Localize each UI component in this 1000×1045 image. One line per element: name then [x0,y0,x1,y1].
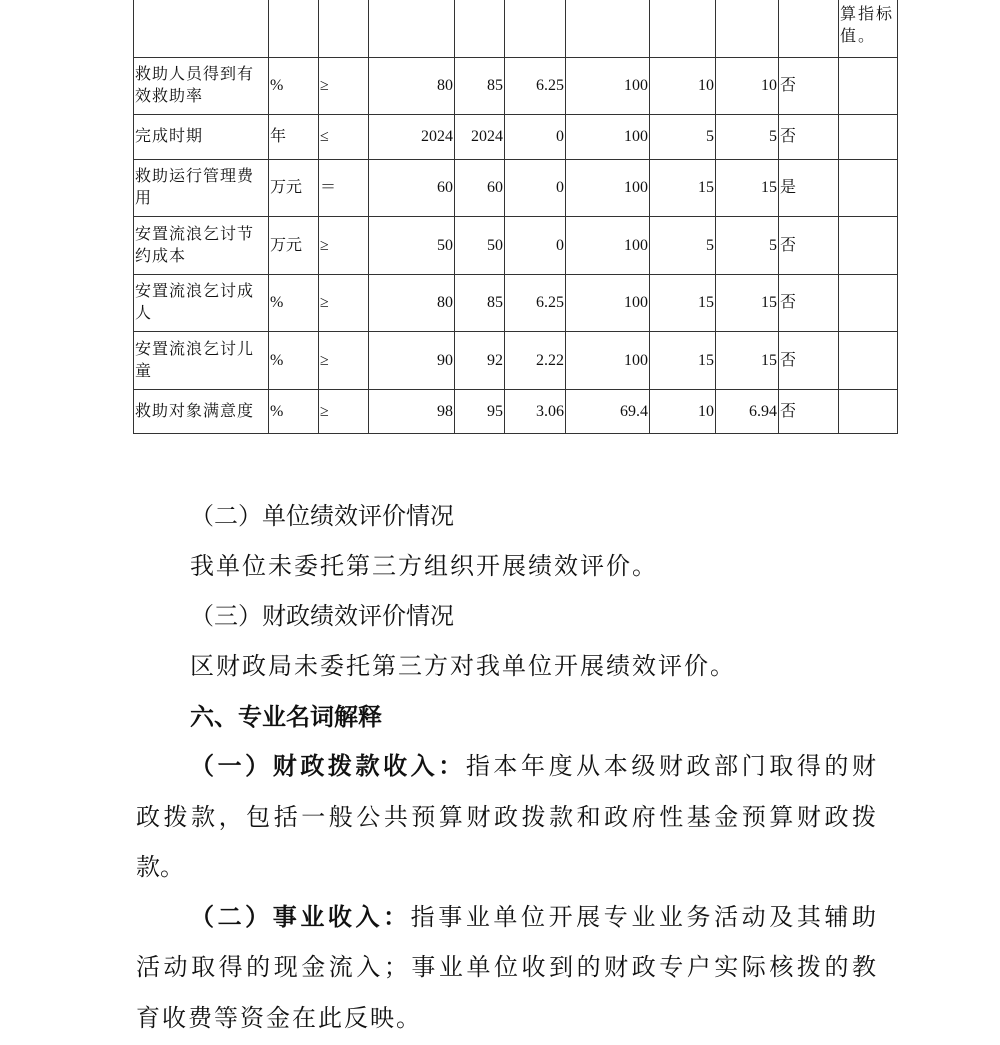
cell-op: ≤ [319,115,369,160]
cell-c8 [839,160,898,217]
cell-c2: 92 [455,332,505,390]
cell-c7: 否 [779,217,839,275]
term1-line2: 政拨款，包括一般公共预算财政拨款和政府性基金预算财政拨 [136,805,876,831]
cell-op: ＝ [319,160,369,217]
cell-c2: 85 [455,58,505,115]
cell-c3: 2.22 [505,332,566,390]
cell-unit: % [269,58,319,115]
cell-c8 [839,390,898,434]
cell-c5: 5 [650,217,716,275]
cell-c3: 6.25 [505,275,566,332]
cell-c5: 15 [650,160,716,217]
cell-c7: 是 [779,160,839,217]
cell-c4: 100 [566,58,650,115]
cell-c1: 2024 [369,115,455,160]
table-row [134,332,898,390]
cell-c2: 2024 [455,115,505,160]
cell-c1: 80 [369,275,455,332]
cell-name: 安置流浪乞讨节约成本 [134,217,269,275]
cell-c6: 6.94 [716,390,779,434]
cell-c8 [839,217,898,275]
cell-c8 [839,115,898,160]
para-unit-evaluation: 我单位未委托第三方组织开展绩效评价。 [190,554,658,580]
cell-c5: 15 [650,332,716,390]
cell-unit: 年 [269,115,319,160]
header-fragment: 算指标值。 [839,0,898,58]
table-row [134,58,898,115]
cell-c7: 否 [779,58,839,115]
cell-c4: 100 [566,332,650,390]
table-header-fragment-row [134,0,898,58]
cell-c8 [839,332,898,390]
cell-name: 完成时期 [134,115,269,160]
term1-label: （一）财政拨款收入： [190,754,466,780]
cell-c3: 6.25 [505,58,566,115]
cell-op: ≥ [319,275,369,332]
cell-c2: 50 [455,217,505,275]
cell-c6: 15 [716,275,779,332]
cell-c1: 80 [369,58,455,115]
heading-unit-evaluation: （二）单位绩效评价情况 [190,504,454,530]
cell-name: 安置流浪乞讨儿童 [134,332,269,390]
cell-c7: 否 [779,390,839,434]
cell-c2: 85 [455,275,505,332]
cell-op: ≥ [319,58,369,115]
cell-op: ≥ [319,217,369,275]
cell-op: ≥ [319,390,369,434]
cell-c8 [839,275,898,332]
cell-unit: % [269,275,319,332]
cell-c4: 100 [566,217,650,275]
cell-c6: 5 [716,115,779,160]
cell-c6: 5 [716,217,779,275]
cell-c4: 100 [566,275,650,332]
cell-c4: 100 [566,160,650,217]
term2-line2: 活动取得的现金流入；事业单位收到的财政专户实际核拨的教 [136,955,876,981]
cell-c1: 60 [369,160,455,217]
cell-unit: % [269,390,319,434]
cell-c1: 50 [369,217,455,275]
term1-line1 [190,752,876,782]
cell-name: 救助人员得到有效救助率 [134,58,269,115]
heading-finance-evaluation: （三）财政绩效评价情况 [190,604,454,630]
cell-c4: 69.4 [566,390,650,434]
cell-c5: 10 [650,58,716,115]
cell-c7: 否 [779,275,839,332]
cell-c1: 98 [369,390,455,434]
cell-c5: 5 [650,115,716,160]
cell-name: 救助运行管理费用 [134,160,269,217]
term2-line1 [190,903,876,933]
cell-name: 救助对象满意度 [134,390,269,434]
cell-c7: 否 [779,332,839,390]
cell-c5: 10 [650,390,716,434]
table-row [134,217,898,275]
cell-c6: 10 [716,58,779,115]
cell-unit: 万元 [269,217,319,275]
table-row [134,115,898,160]
cell-c2: 95 [455,390,505,434]
para-finance-evaluation: 区财政局未委托第三方对我单位开展绩效评价。 [190,654,736,680]
cell-name: 安置流浪乞讨成人 [134,275,269,332]
term2-label: （二）事业收入： [190,905,411,931]
cell-op: ≥ [319,332,369,390]
cell-unit: % [269,332,319,390]
table-row [134,275,898,332]
heading-terms: 六、专业名词解释 [190,703,382,731]
cell-c2: 60 [455,160,505,217]
cell-unit: 万元 [269,160,319,217]
term2-text: 指事业单位开展专业业务活动及其辅助 [410,905,876,931]
cell-c1: 90 [369,332,455,390]
cell-c4: 100 [566,115,650,160]
cell-c6: 15 [716,332,779,390]
term1-text: 指本年度从本级财政部门取得的财 [465,754,876,780]
cell-c3: 0 [505,160,566,217]
cell-c8 [839,58,898,115]
term2-line3: 育收费等资金在此反映。 [136,1006,422,1032]
performance-indicator-table [133,0,898,434]
table-row [134,390,898,434]
table-row [134,160,898,217]
cell-c3: 3.06 [505,390,566,434]
cell-c3: 0 [505,217,566,275]
term1-line3: 款。 [136,855,184,881]
cell-c3: 0 [505,115,566,160]
cell-c5: 15 [650,275,716,332]
cell-c6: 15 [716,160,779,217]
cell-c7: 否 [779,115,839,160]
